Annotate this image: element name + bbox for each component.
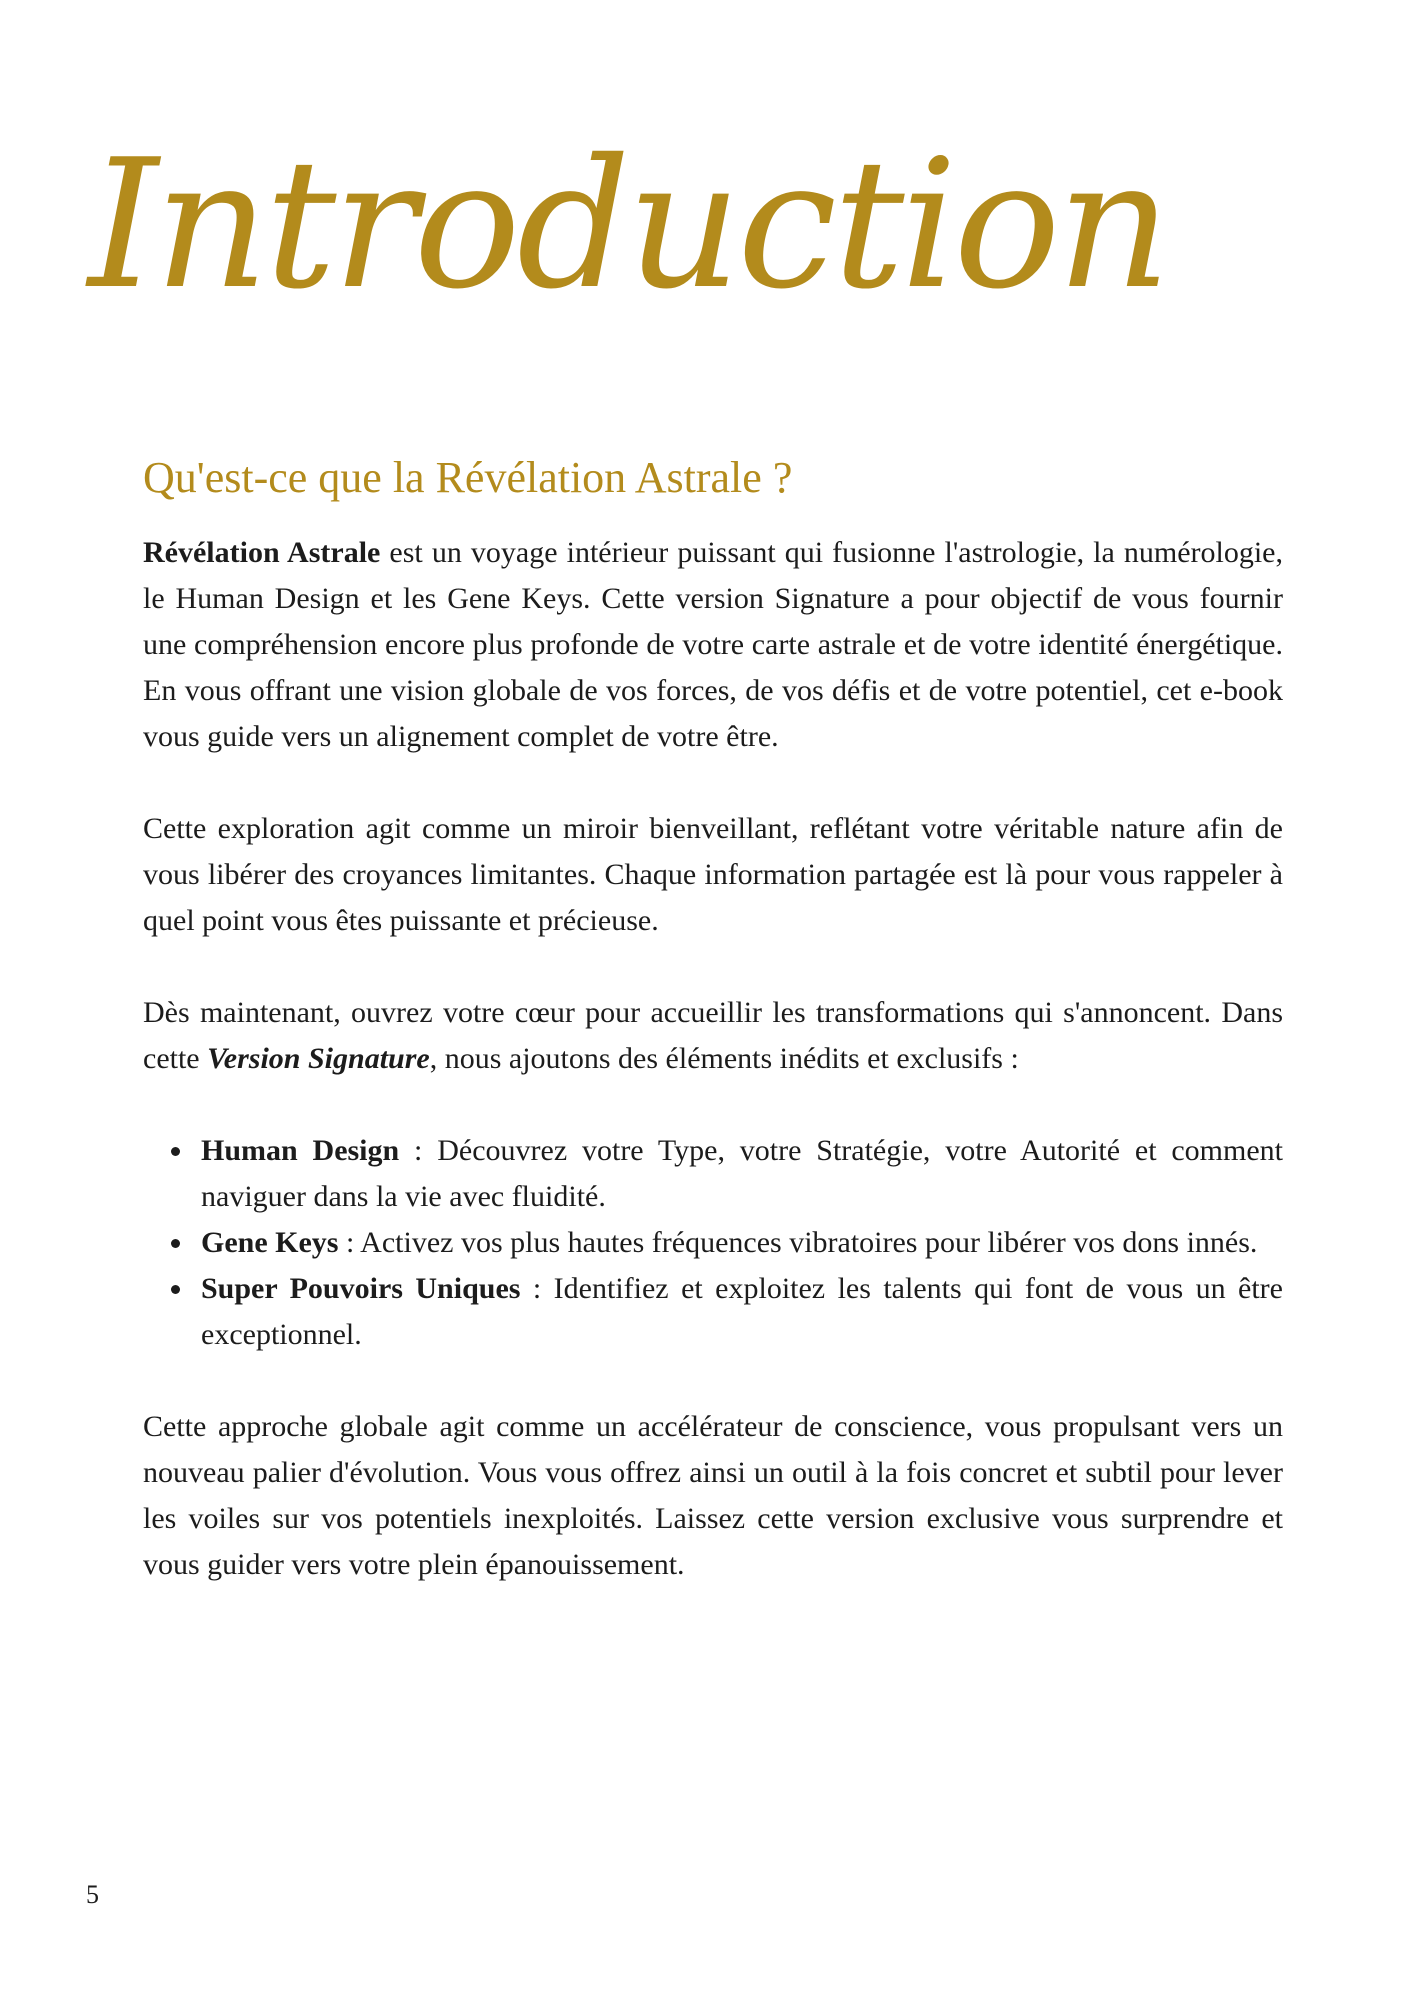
paragraph-signature bbox=[143, 990, 1283, 1082]
intro-text: est un voyage intérieur puissant qui fusionne l'astrologie, la numérologie, le Human Design et les Gene Keys. Cette version Signature a pour objectif de vous fournir une compréhension encore plus profonde de votre carte astrale et de votre identité énergétique. En vous offrant une vision globale de vos forces, de vos défis et de votre potentiel, cet e-book vous guide vers un alignement complet de votre être. bbox=[143, 536, 1284, 753]
main-content bbox=[143, 530, 1283, 1634]
signature-text-after: , nous ajoutons des éléments inédits et exclusifs : bbox=[429, 1042, 1019, 1075]
list-item bbox=[201, 1128, 1283, 1220]
section-heading: Qu'est-ce que la Révélation Astrale ? bbox=[143, 453, 793, 502]
list-item bbox=[201, 1266, 1283, 1358]
paragraph-exploration: Cette exploration agit comme un miroir bienveillant, reflétant votre véritable nature afin de vous libérer des croyances limitantes. Chaque information partagée est là pour vous rappeler à quel point vous êtes puissante et précieuse. bbox=[143, 812, 1283, 937]
list-item bbox=[201, 1220, 1283, 1266]
features-list bbox=[143, 1128, 1283, 1358]
list-item-label: Human Design bbox=[201, 1134, 400, 1167]
paragraph-conclusion: Cette approche globale agit comme un accélérateur de conscience, vous propulsant vers un nouveau palier d'évolution. Vous vous offrez ainsi un outil à la fois concret et subtil pour lever les voiles sur vos potentiels inexploités. Laissez cette version exclusive vous surprendre et vous guider vers votre plein épanouissement. bbox=[143, 1410, 1283, 1581]
bullet-icon bbox=[171, 1239, 180, 1248]
intro-bold-term: Révélation Astrale bbox=[143, 536, 381, 569]
list-item-text: : Activez vos plus hautes fréquences vibratoires pour libérer vos dons innés. bbox=[338, 1226, 1258, 1259]
list-item-label: Super Pouvoirs Uniques bbox=[201, 1272, 521, 1305]
list-item-text: : Découvrez votre Type, votre Stratégie, votre Autorité et comment naviguer dans la vie avec fluidité. bbox=[201, 1134, 1283, 1213]
bullet-icon bbox=[171, 1285, 180, 1294]
page-number: 5 bbox=[86, 1880, 99, 1909]
signature-emphasis: Version Signature bbox=[207, 1042, 430, 1075]
list-item-text: : Identifiez et exploitez les talents qui font de vous un être exceptionnel. bbox=[201, 1272, 1283, 1351]
list-item-label: Gene Keys bbox=[201, 1226, 339, 1259]
page-title: Introduction bbox=[88, 121, 1168, 328]
signature-text-before: Dès maintenant, ouvrez votre cœur pour accueillir les transformations qui s'annoncent. Dans cette bbox=[143, 996, 1283, 1075]
bullet-icon bbox=[171, 1147, 180, 1156]
paragraph-intro bbox=[143, 530, 1283, 760]
